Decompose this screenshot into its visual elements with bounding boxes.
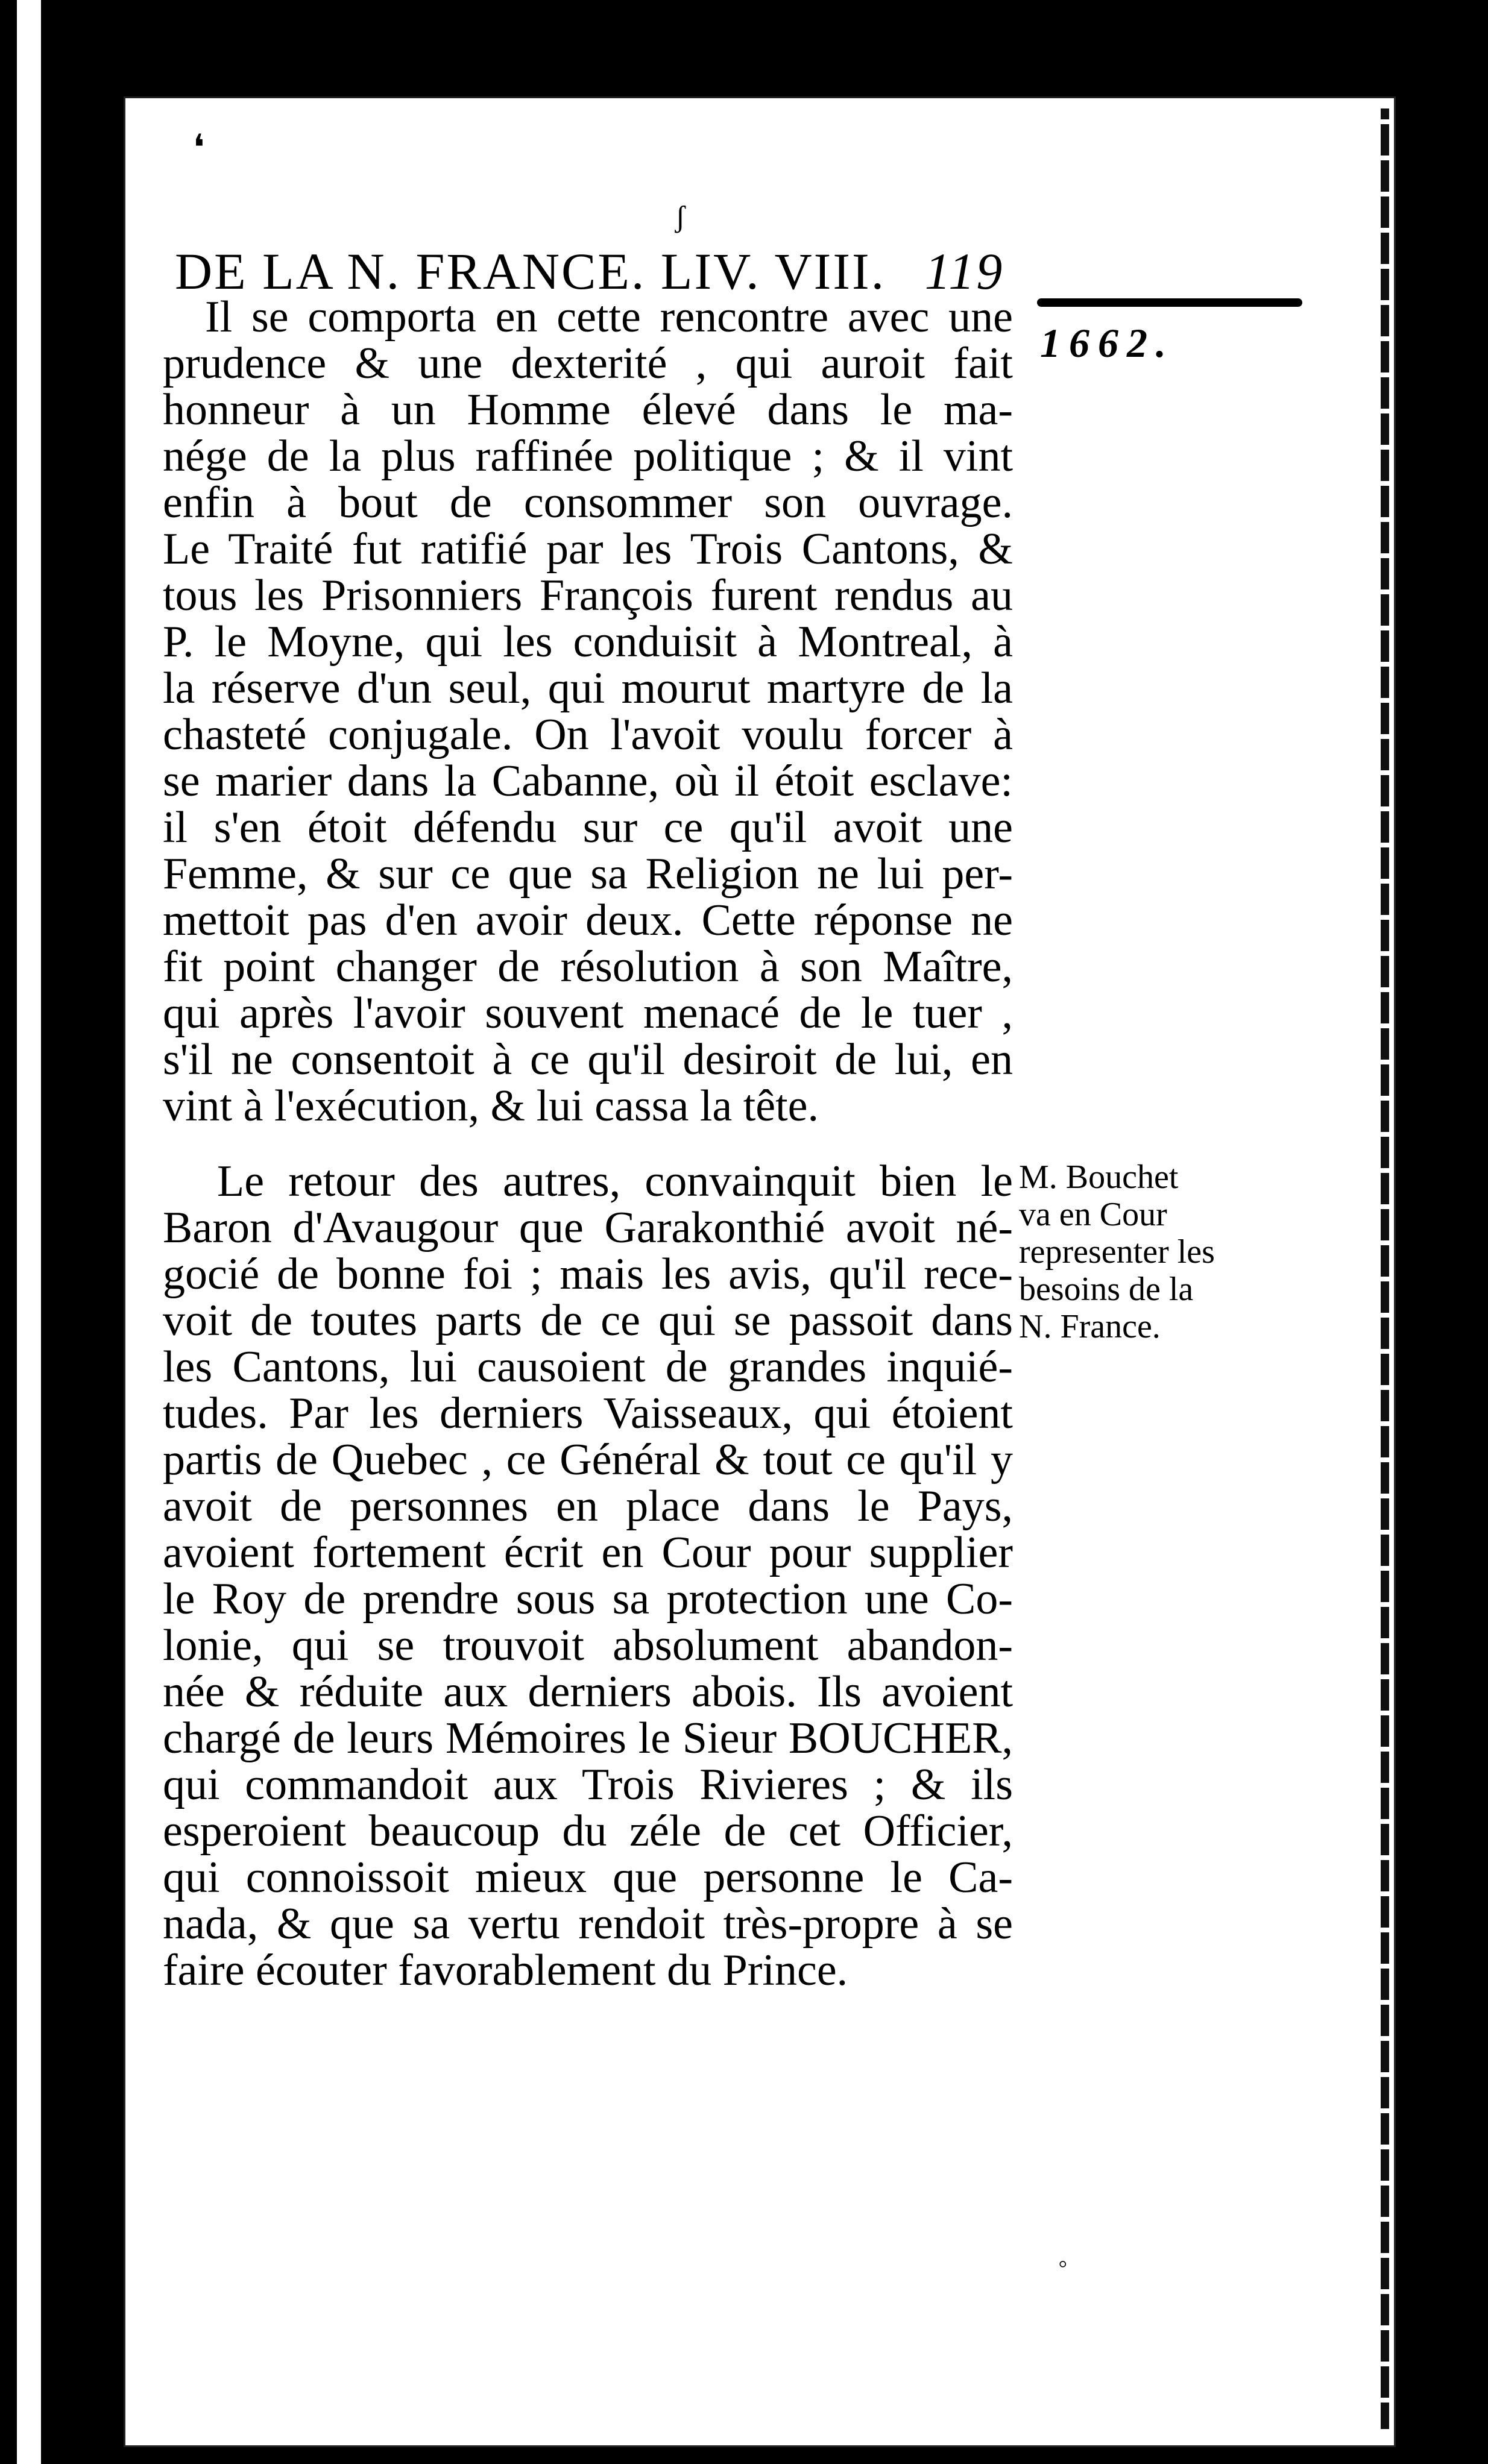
text-line: le Roy de prendre sous sa protection une Co- bbox=[163, 1574, 1013, 1624]
text-line: fit point changer de résolution à son Maître, bbox=[163, 942, 1013, 992]
text-line: nada, & que sa vertu rendoit très-propre à se bbox=[163, 1899, 1013, 1949]
text-line: se marier dans la Cabanne, où il étoit esclave: bbox=[163, 756, 1013, 806]
text-line: la réserve d'un seul, qui mourut martyre de la bbox=[163, 664, 1013, 713]
text-line: chargé de leurs Mémoires le Sieur BOUCHER, bbox=[163, 1714, 1013, 1763]
scan-left-edge bbox=[17, 0, 41, 2464]
text-line: Le Traité fut ratifié par les Trois Cantons, & bbox=[163, 524, 1013, 574]
page-right-border bbox=[1381, 108, 1389, 2429]
paragraph-2 bbox=[163, 1158, 1013, 1994]
text-line: il s'en étoit défendu sur ce qu'il avoit une bbox=[163, 803, 1013, 852]
margin-note-line: M. Bouchet bbox=[1019, 1158, 1179, 1196]
text-line: nége de la plus raffinée politique ; & il vint bbox=[163, 432, 1013, 481]
text-line: s'il ne consentoit à ce qu'il desiroit de lui, en bbox=[163, 1035, 1013, 1084]
text-line: lonie, qui se trouvoit absolument abandon- bbox=[163, 1621, 1013, 1670]
text-line: les Cantons, lui causoient de grandes inquié- bbox=[163, 1342, 1013, 1392]
text-line: voit de toutes parts de ce qui se passoit dans bbox=[163, 1296, 1013, 1345]
text-line: P. le Moyne, qui les conduisit à Montreal, à bbox=[163, 617, 1013, 667]
text-line: tudes. Par les derniers Vaisseaux, qui étoient bbox=[163, 1389, 1013, 1438]
text-line: avoit de personnes en place dans le Pays, bbox=[163, 1482, 1013, 1531]
margin-note-line: va en Cour bbox=[1019, 1196, 1167, 1233]
text-line: partis de Quebec , ce Général & tout ce qu'il y bbox=[163, 1435, 1013, 1485]
text-line: avoient fortement écrit en Cour pour supplier bbox=[163, 1528, 1013, 1577]
margin-year: 1662. bbox=[1040, 320, 1174, 366]
paragraph-1 bbox=[163, 294, 1013, 1130]
margin-note-line: besoins de la bbox=[1019, 1271, 1194, 1308]
text-line: Le retour des autres, convainquit bien le bbox=[217, 1157, 1013, 1206]
margin-note bbox=[1019, 1158, 1236, 1345]
text-line: mettoit pas d'en avoir deux. Cette réponse ne bbox=[163, 896, 1013, 945]
margin-note-line: representer les bbox=[1019, 1233, 1215, 1271]
text-line: tous les Prisonniers François furent rendus au bbox=[163, 571, 1013, 620]
text-line: Baron d'Avaugour que Garakonthié avoit né- bbox=[163, 1203, 1013, 1252]
text-line: chasteté conjugale. On l'avoit voulu forcer à bbox=[163, 710, 1013, 759]
text-line: qui après l'avoir souvent menacé de le tuer , bbox=[163, 988, 1013, 1038]
margin-rule bbox=[1037, 298, 1302, 307]
text-line: Il se comporta en cette rencontre avec une bbox=[205, 292, 1013, 342]
ink-speck-mark: ʃ bbox=[675, 200, 686, 233]
text-line: qui connoissoit mieux que personne le Ca- bbox=[163, 1853, 1013, 1902]
text-line: enfin à bout de consommer son ouvrage. bbox=[163, 478, 1013, 527]
text-line: honneur à un Homme élevé dans le ma- bbox=[163, 385, 1013, 435]
text-line: prudence & une dexterité , qui auroit fait bbox=[163, 339, 1013, 388]
ink-speck-mark: ❛ bbox=[193, 128, 205, 168]
margin-note-line: N. France. bbox=[1019, 1308, 1161, 1345]
text-line: née & réduite aux derniers abois. Ils avoient bbox=[163, 1667, 1013, 1717]
running-head-title: DE LA N. FRANCE. LIV. VIII. bbox=[175, 242, 886, 300]
text-line: esperoient beaucoup du zéle de cet Officier, bbox=[163, 1806, 1013, 1856]
text-line: vint à l'exécution, & lui cassa la tête. bbox=[163, 1081, 819, 1131]
ink-speck-mark: ◦ bbox=[1058, 2249, 1068, 2278]
text-line: qui commandoit aux Trois Rivieres ; & ils bbox=[163, 1760, 1013, 1809]
text-line: Femme, & sur ce que sa Religion ne lui per- bbox=[163, 849, 1013, 899]
text-line: gocié de bonne foi ; mais les avis, qu'il rece- bbox=[163, 1249, 1013, 1299]
text-line: faire écouter favorablement du Prince. bbox=[163, 1946, 848, 1995]
page-number: 119 bbox=[924, 242, 1004, 300]
